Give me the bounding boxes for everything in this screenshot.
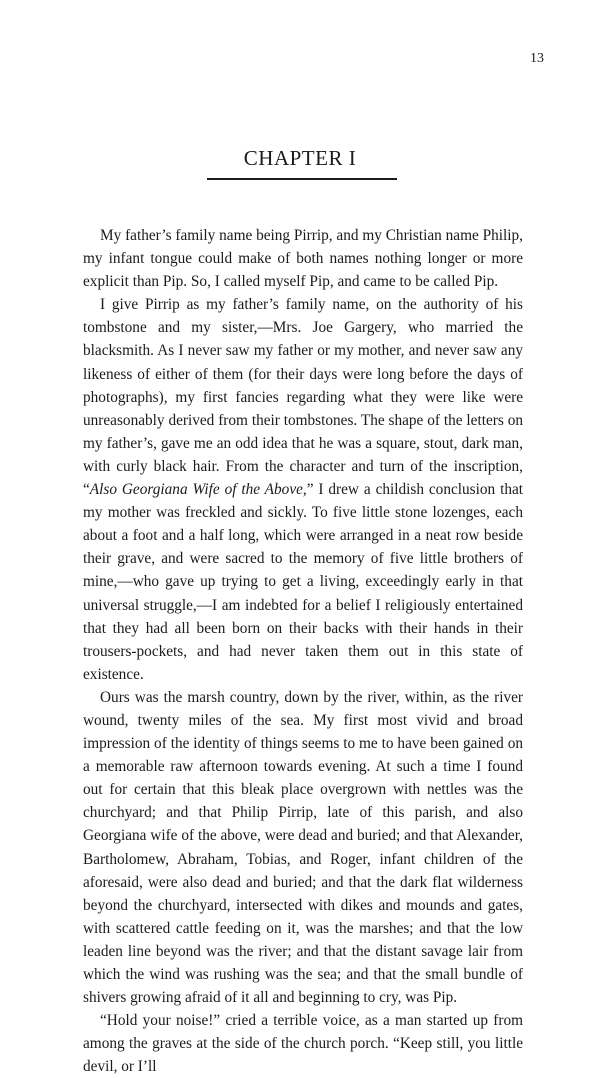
page-number: 13 [530, 51, 544, 66]
chapter-title-rule [207, 178, 397, 180]
paragraph-2-text-after: ,” I drew a childish conclusion that my mother was freckled and sickly. To five little stone lozenges, each about a foot and a half long, which were arranged in a neat row beside their grave, and were sacred to the memory of five little brothers of mine,—who gave up trying to get a living, exceedingly early in that universal struggle,—I am indebted for a belief I religiously entertained that they had all been born on their backs with their hands in their trousers-pockets, and had never taken them out in this state of existence. [83, 481, 524, 683]
paragraph-4: “Hold your noise!” cried a terrible voice, as a man started up from among the graves at the side of the church porch. “Keep still, you little devil, or I’ll [83, 1012, 523, 1076]
paragraph-2-text-before: I give Pirrip as my father’s family name, on the authority of his tombstone and my sister,—Mrs. Joe Gargery, who married the blacksmith. As I never saw my father or my mother, and never saw any likeness of either of them (for their days were long before the days of photographs), my first fancies regarding what they were like were unreasonably derived from their tombstones. The shape of the letters on my father’s, gave me an odd idea that he was a square, stout, dark man, with curly black hair. From the character and turn of the inscription, “ [83, 296, 523, 499]
paragraph-1: My father’s family name being Pirrip, and my Christian name Philip, my infant tongue could make of both names nothing longer or more explicit than Pip. So, I called myself Pip, and came to be called Pip. [83, 227, 523, 291]
paragraph-2 [83, 293, 523, 686]
chapter-title: CHAPTER I [243, 146, 357, 170]
chapter-body [83, 224, 523, 1078]
inscription-emphasis: Also Georgiana Wife of the Above [89, 481, 303, 499]
paragraph-3: Ours was the marsh country, down by the river, within, as the river wound, twenty miles of the sea. My first most vivid and broad impression of the identity of things seems to me to have been gained on a memorable raw afternoon towards evening. At such a time I found out for certain that this bleak place overgrown with nettles was the churchyard; and that Philip Pirrip, late of this parish, and also Georgiana wife of the above, were dead and buried; and that Alexander, Bartholomew, Abraham, Tobias, and Roger, infant children of the aforesaid, were also dead and buried; and that the dark flat wilderness beyond the churchyard, intersected with dikes and mounds and gates, with scattered cattle feeding on it, was the marshes; and that the low leaden line beyond was the river; and that the distant savage lair from which the wind was rushing was the sea; and that the small bundle of shivers growing afraid of it all and beginning to cry, was Pip. [83, 688, 523, 1007]
